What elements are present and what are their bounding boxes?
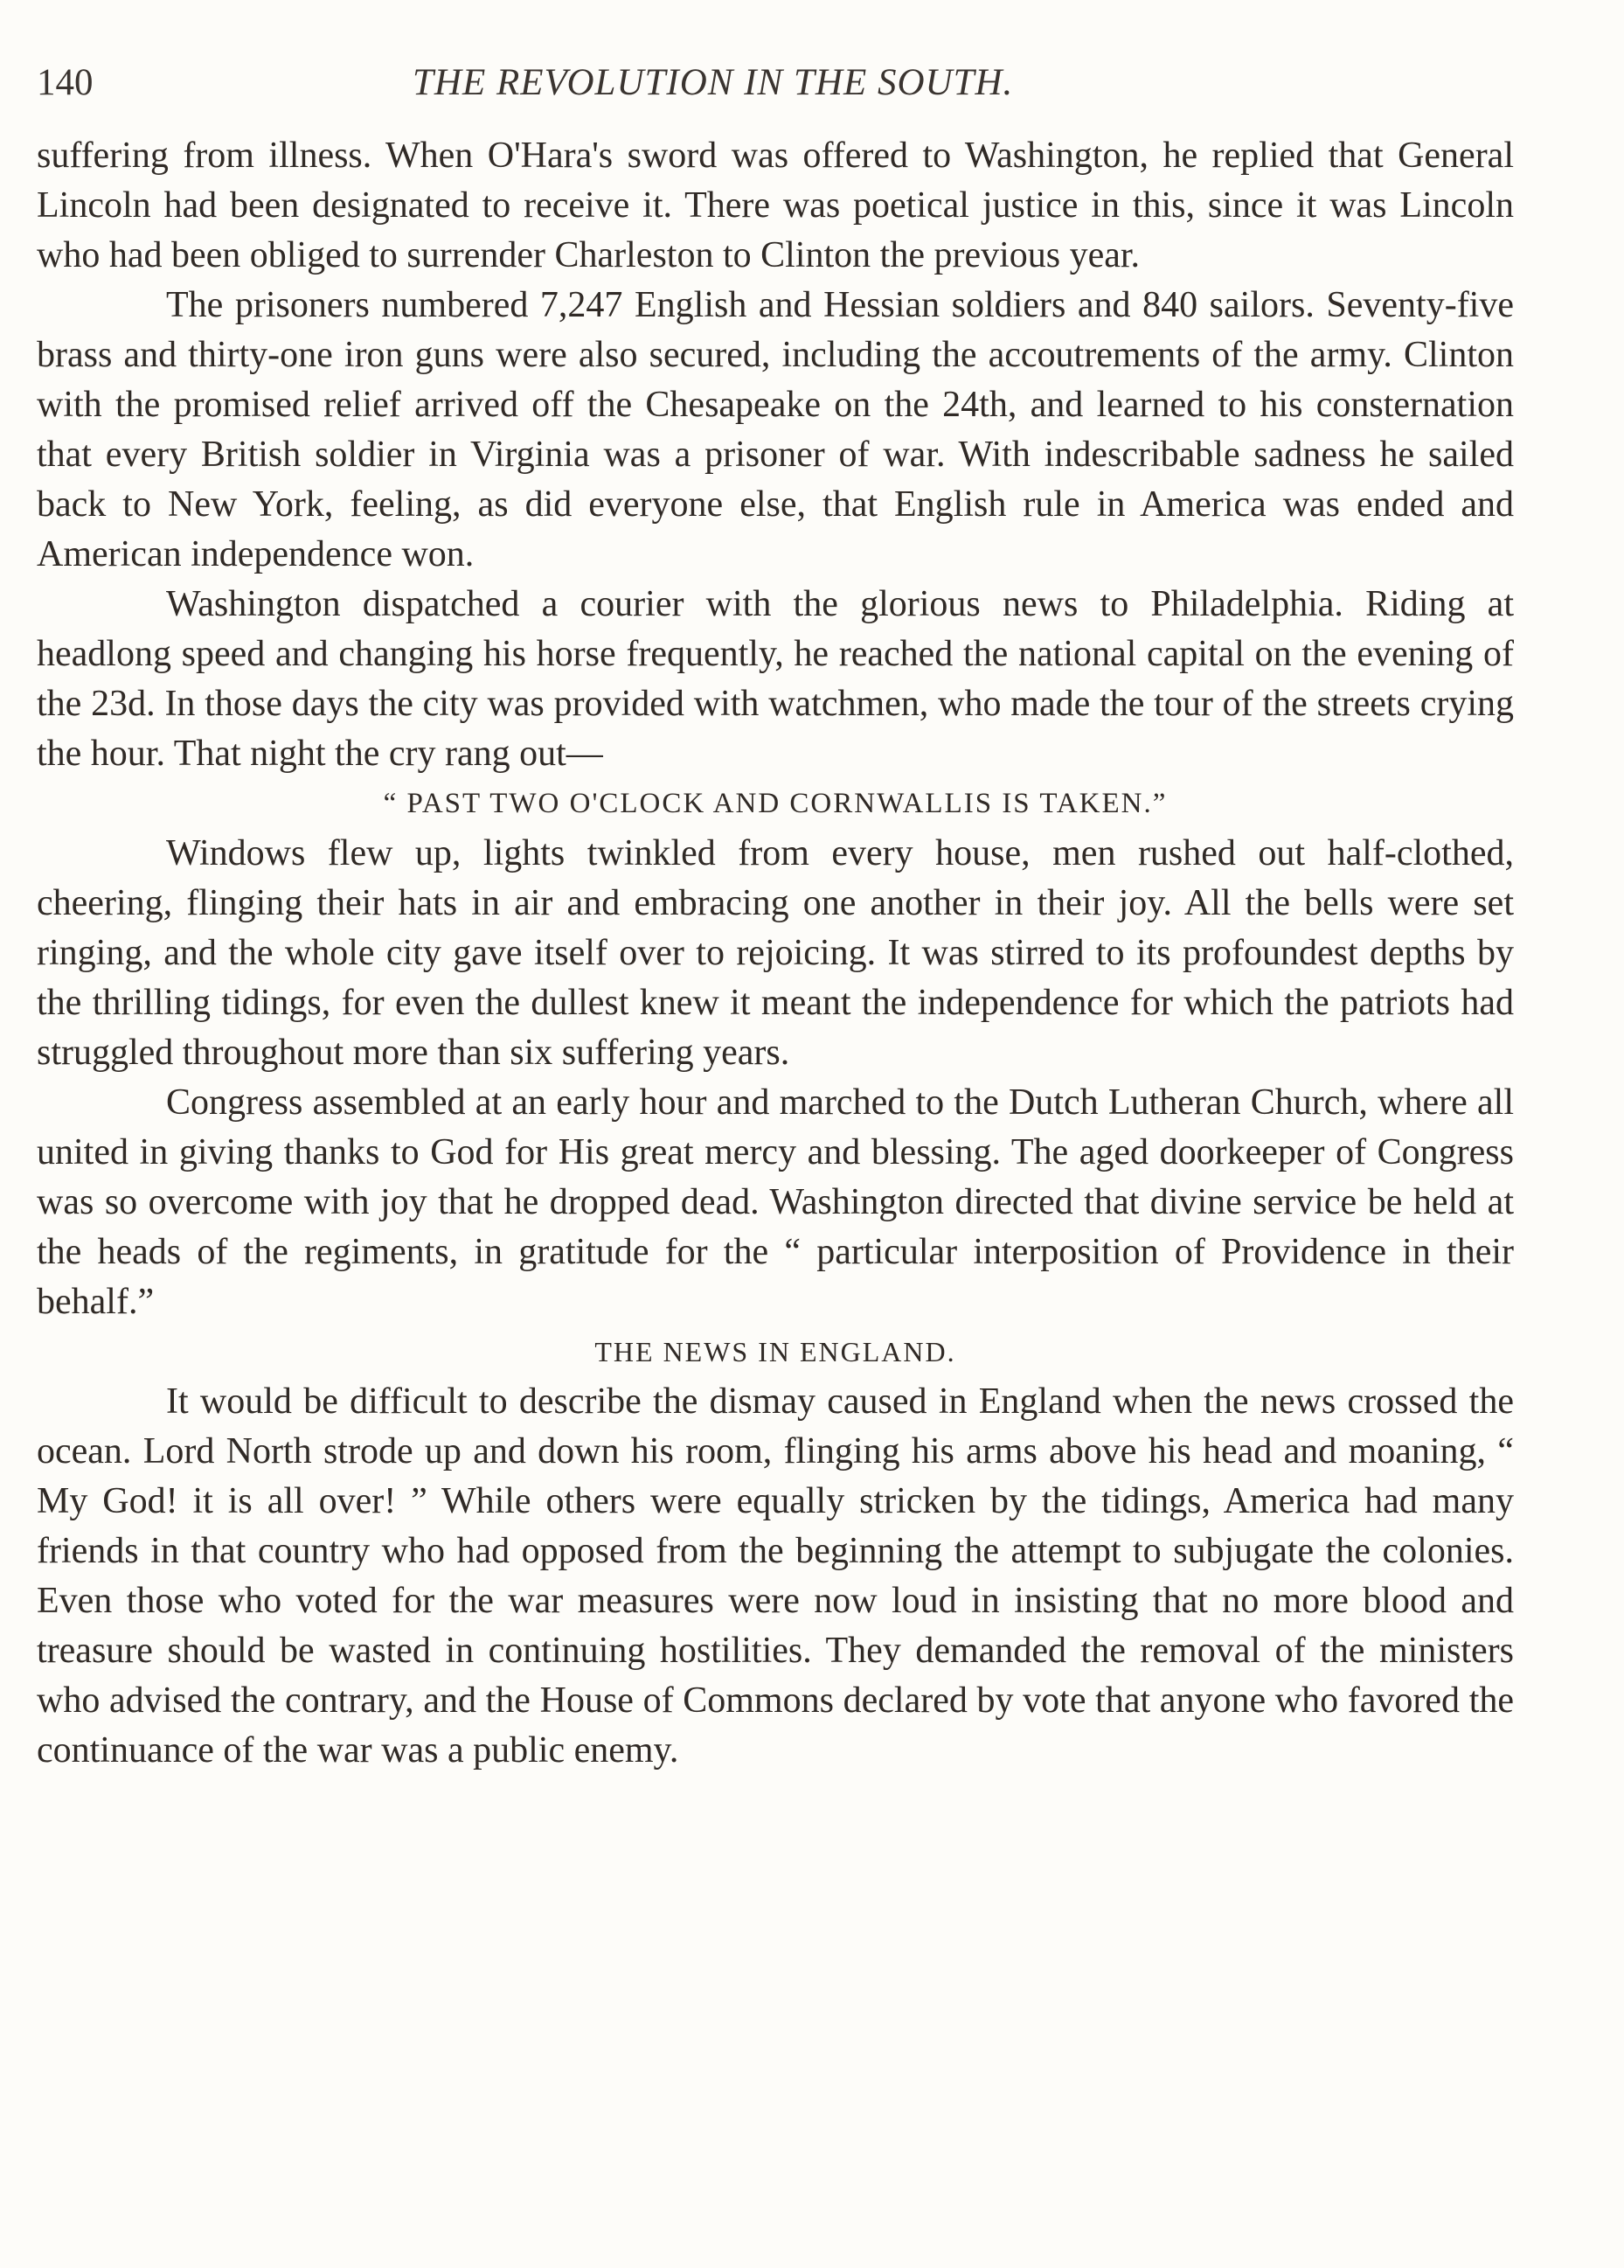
paragraph-6: It would be difficult to describe the dismay caused in England when the news crossed the ocean. Lord North strode up and down his room, flinging his arms above his head and moaning, “ My God! it is all over! ” While others were equally stricken by the tidings, America had many friends in that country who had opposed from the beginning the attempt to subjugate the colonies. Even those who voted for the war measures were now loud in insisting that no more blood and treasure should be wasted in continuing hostilities. They demanded the removal of the ministers who advised the contrary, and the House of Commons declared by vote that anyone who favored the continuance of the war was a public enemy. bbox=[37, 1381, 1514, 1771]
paragraph-2: The prisoners numbered 7,247 English and Hessian soldiers and 840 sailors. Seventy-five brass and thirty-one iron guns were also secured, including the accoutrements of the army. Clinton with the promised relief arrived off the Chesapeake on the 24th, and learned to his consternation that every British soldier in Virginia was a prisoner of war. With indescribable sadness he sailed back to New York, feeling, as did everyone else, that English rule in America was ended and American independence won. bbox=[37, 285, 1514, 574]
body-text bbox=[37, 131, 1514, 1776]
watchman-cry: “ PAST TWO O'CLOCK AND CORNWALLIS IS TAKEN.” bbox=[383, 788, 1168, 819]
page-header bbox=[37, 61, 1514, 114]
paragraph-5: Congress assembled at an early hour and marched to the Dutch Lutheran Church, where all united in giving thanks to God for His great mercy and blessing. The aged doorkeeper of Congress was so overcome with joy that he dropped dead. Washington directed that divine service be held at the heads of the regiments, in gratitude for the “ particular interposition of Providence in their behalf.” bbox=[37, 1082, 1514, 1322]
paragraph-3: Washington dispatched a courier with the glorious news to Philadelphia. Riding at headlong speed and changing his horse frequently, he reached the national capital on the evening of the 23d. In those days the city was provided with watchmen, who made the tour of the streets crying the hour. That night the cry rang out— bbox=[37, 584, 1514, 774]
running-head: THE REVOLUTION IN THE SOUTH. bbox=[413, 62, 1014, 103]
page-number: 140 bbox=[37, 62, 94, 103]
paragraph-1: suffering from illness. When O'Hara's sword was offered to Washington, he replied that General Lincoln had been designated to receive it. There was poetical justice in this, since it was Lincoln who had been obliged to surrender Charleston to Clinton the previous year. bbox=[37, 136, 1514, 275]
paragraph-4: Windows flew up, lights twinkled from every house, men rushed out half-clothed, cheering, flinging their hats in air and embracing one another in their joy. All the bells were set ringing, and the whole city gave itself over to rejoicing. It was stirred to its profoundest depths by the thrilling tidings, for even the dullest knew it meant the independence for which the patriots had struggled throughout more than six suffering years. bbox=[37, 833, 1514, 1073]
section-heading: THE NEWS IN ENGLAND. bbox=[594, 1336, 956, 1367]
